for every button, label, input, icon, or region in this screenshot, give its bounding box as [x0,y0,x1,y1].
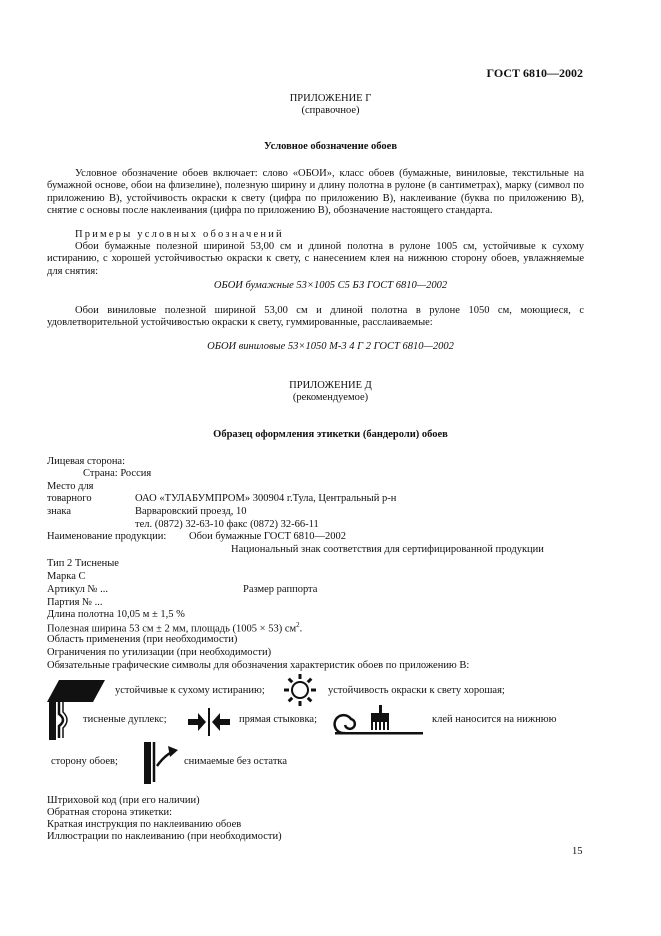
butt-join-icon [188,708,230,736]
illustrations-line: Иллюстрации по наклеиванию (при необходимости) [47,831,282,842]
appendix-d-title: ПРИЛОЖЕНИЕ Д [289,380,372,391]
example-1-paragraph: Обои бумажные полезной шириной 53,00 см и длиной полотна в рулоне 1005 см, устойчивые к сухому истиранию, с хорошей устойчивостью окраски к свету, с нанесением клея на нижнюю сторону обоев, увлажняемые для снятия: [47,241,584,277]
butt-join-label: прямая стыковка; [239,714,317,725]
page-number: 15 [572,846,583,857]
paste-back-label-1: клей наносится на нижнюю [432,714,557,725]
strippable-icon [144,742,180,784]
application-line: Область применения (при необходимости) [47,634,238,645]
dry-abrasion-icon [47,680,105,702]
appendix-g-title: ПРИЛОЖЕНИЕ Г [289,93,372,104]
article-line: Артикул № ... [47,584,109,595]
appendix-d-subtitle: (рекомендуемое) [292,392,369,403]
strippable-label: снимаемые без остатка [184,756,288,767]
front-side-label: Лицевая сторона: [47,456,126,467]
product-name-label: Наименование продукции: [47,531,167,542]
back-side-line: Обратная сторона этикетки: [47,807,173,818]
appendix-d-heading: Образец оформления этикетки (бандероли) обоев [213,429,448,440]
country-label: Страна: Россия [83,468,152,479]
company-line-2: Варваровский проезд, 10 [135,506,247,517]
light-fastness-icon [284,674,316,706]
symbols-intro: Обязательные графические символы для обозначения характеристик обоев по приложению В: [47,660,470,671]
repeat-size-line: Размер раппорта [243,584,318,595]
appendix-g-subtitle: (справочное) [301,105,360,116]
standard-header: ГОСТ 6810—2002 [486,66,583,80]
instruction-line: Краткая инструкция по наклеиванию обоев [47,819,242,830]
trademark-place-2: товарного [47,493,92,504]
brand-line: Марка С [47,571,86,582]
company-line-3: тел. (0872) 32-63-10 факс (0872) 32-66-11 [135,519,319,530]
designation-example-2: ОБОИ виниловые 53×1050 М-3 4 Г 2 ГОСТ 6810—2002 [207,341,454,352]
length-line: Длина полотна 10,05 м ± 1,5 % [47,609,185,620]
appendix-g-heading: Условное обозначение обоев [264,141,397,152]
paste-the-back-icon [331,705,423,737]
trademark-place-3: знака [47,506,72,517]
conformity-mark: Национальный знак соответствия для сертифицированной продукции [231,544,544,555]
disposal-line: Ограничения по утилизации (при необходимости) [47,647,272,658]
product-name-value: Обои бумажные ГОСТ 6810—2002 [189,531,346,542]
barcode-line: Штриховой код (при его наличии) [47,795,200,806]
duplex-embossed-icon [49,700,73,740]
light-fastness-label: устойчивость окраски к свету хорошая; [328,685,505,696]
company-line-1: ОАО «ТУЛАБУМПРОМ» 300904 г.Тула, Центральный р-н [135,493,397,504]
designation-example-1: ОБОИ бумажные 53×1005 С5 БЗ ГОСТ 6810—2002 [213,280,448,291]
paste-back-label-2: сторону обоев; [51,756,118,767]
type-line: Тип 2 Тисненые [47,558,119,569]
trademark-place-1: Место для [47,481,94,492]
example-2-paragraph: Обои виниловые полезной шириной 53,00 см и длиной полотна в рулоне 1050 см, моющиеся, с удовлетворительной устойчивостью окраски к свету, гуммированные, расслаиваемые: [47,305,584,329]
width-line: Полезная ширина 53 см ± 2 мм, площадь (1005 × 53) $см^2$. [47,621,303,635]
designation-paragraph: Условное обозначение обоев включает: слово «ОБОИ», класс обоев (бумажные, виниловые, текстильные на бумажной основе, обои на флизелине), полезную ширину и длину полотна в рулоне (в сантиметрах), марку (символ по приложению В), устойчивость окраски к свету (цифра по приложению В), наклеивание (буква по приложению В), снятие с основы после наклеивания (цифра по приложению В), обозначение настоящего стандарта. [47,168,584,216]
examples-heading: Примеры условных обозначений [75,229,284,240]
duplex-label: тисненые дуплекс; [83,714,167,725]
dry-abrasion-label: устойчивые к сухому истиранию; [115,685,265,696]
batch-line: Партия № ... [47,597,103,608]
